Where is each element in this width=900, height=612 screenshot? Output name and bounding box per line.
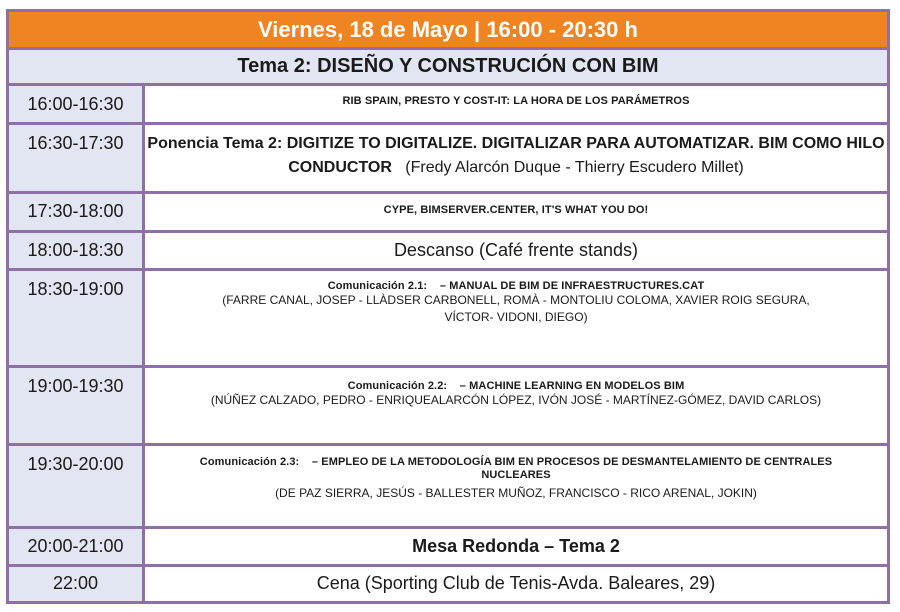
session-time: 18:00-18:30 <box>8 231 144 269</box>
schedule-row <box>8 269 889 366</box>
schedule-row <box>8 445 889 528</box>
session-title: – EMPLEO DE LA METODOLOGÍA BIM EN PROCESOS DE DESMANTELAMIENTO DE CENTRALES NUCLEARES <box>311 456 833 482</box>
schedule-date-title: Viernes, 18 de Mayo | 16:00 - 20:30 h <box>8 11 889 49</box>
schedule-header-row <box>8 11 889 49</box>
session-authors: (FARRE CANAL, JOSEP - LLÀDSER CARBONELL, ROMÀ - MONTOLIU COLOMA, XAVIER ROIG SEGURA, VÍCTOR- VIDONI, DIEGO) <box>222 292 810 324</box>
session-time: 16:30-17:30 <box>8 124 144 192</box>
session-authors: (NÚÑEZ CALZADO, PEDRO - ENRIQUEALARCÓN LÓPEZ, IVÓN JOSÉ - MARTÍNEZ-GÓMEZ, DAVID CARLOS) <box>210 392 822 407</box>
session-label: Comunicación 2.1: <box>327 279 428 292</box>
schedule-row <box>8 366 889 444</box>
session-heading <box>145 380 887 392</box>
session-label: Comunicación 2.2: <box>347 379 448 392</box>
schedule-row <box>8 527 889 565</box>
session-title: CYPE, BIMSERVER.CENTER, IT'S WHAT YOU DO! <box>144 192 889 231</box>
session-heading <box>145 456 887 482</box>
session-title: – MANUAL DE BIM DE INFRAESTRUCTURES.CAT <box>439 279 705 292</box>
session-title: Descanso (Café frente stands) <box>144 231 889 269</box>
theme-row <box>8 49 889 85</box>
session-title: RIB SPAIN, PRESTO Y COST-IT: LA HORA DE LOS PARÁMETROS <box>144 85 889 124</box>
session-content <box>144 445 889 528</box>
session-label: Comunicación 2.3: <box>199 456 300 469</box>
session-time: 18:30-19:00 <box>8 269 144 366</box>
session-content <box>144 366 889 444</box>
session-time: 17:30-18:00 <box>8 192 144 231</box>
session-time: 20:00-21:00 <box>8 527 144 565</box>
session-time: 19:00-19:30 <box>8 366 144 444</box>
session-title: Cena (Sporting Club de Tenis-Avda. Baleares, 29) <box>144 565 889 602</box>
session-time: 19:30-20:00 <box>8 445 144 528</box>
schedule-row <box>8 85 889 124</box>
session-title: – MACHINE LEARNING EN MODELOS BIM <box>459 379 685 392</box>
schedule-row <box>8 192 889 231</box>
session-content <box>144 269 889 366</box>
session-authors: (Fredy Alarcón Duque - Thierry Escudero Millet) <box>405 159 744 177</box>
schedule-row <box>8 231 889 269</box>
theme-title: Tema 2: DISEÑO Y CONSTRUCIÓN CON BIM <box>8 49 889 85</box>
session-heading <box>145 280 887 292</box>
schedule-row <box>8 124 889 192</box>
session-time: 22:00 <box>8 565 144 602</box>
session-authors: (DE PAZ SIERRA, JESÚS - BALLESTER MUÑOZ, FRANCISCO - RICO ARENAL, JOKIN) <box>275 486 757 501</box>
schedule-row <box>8 565 889 602</box>
session-title: Mesa Redonda – Tema 2 <box>144 527 889 565</box>
schedule-table <box>6 9 890 604</box>
session-title: Ponencia Tema 2: DIGITIZE TO DIGITALIZE. DIGITALIZAR PARA AUTOMATIZAR. BIM COMO HILO CONDUCTOR <box>147 135 885 177</box>
session-content <box>144 124 889 192</box>
session-time: 16:00-16:30 <box>8 85 144 124</box>
